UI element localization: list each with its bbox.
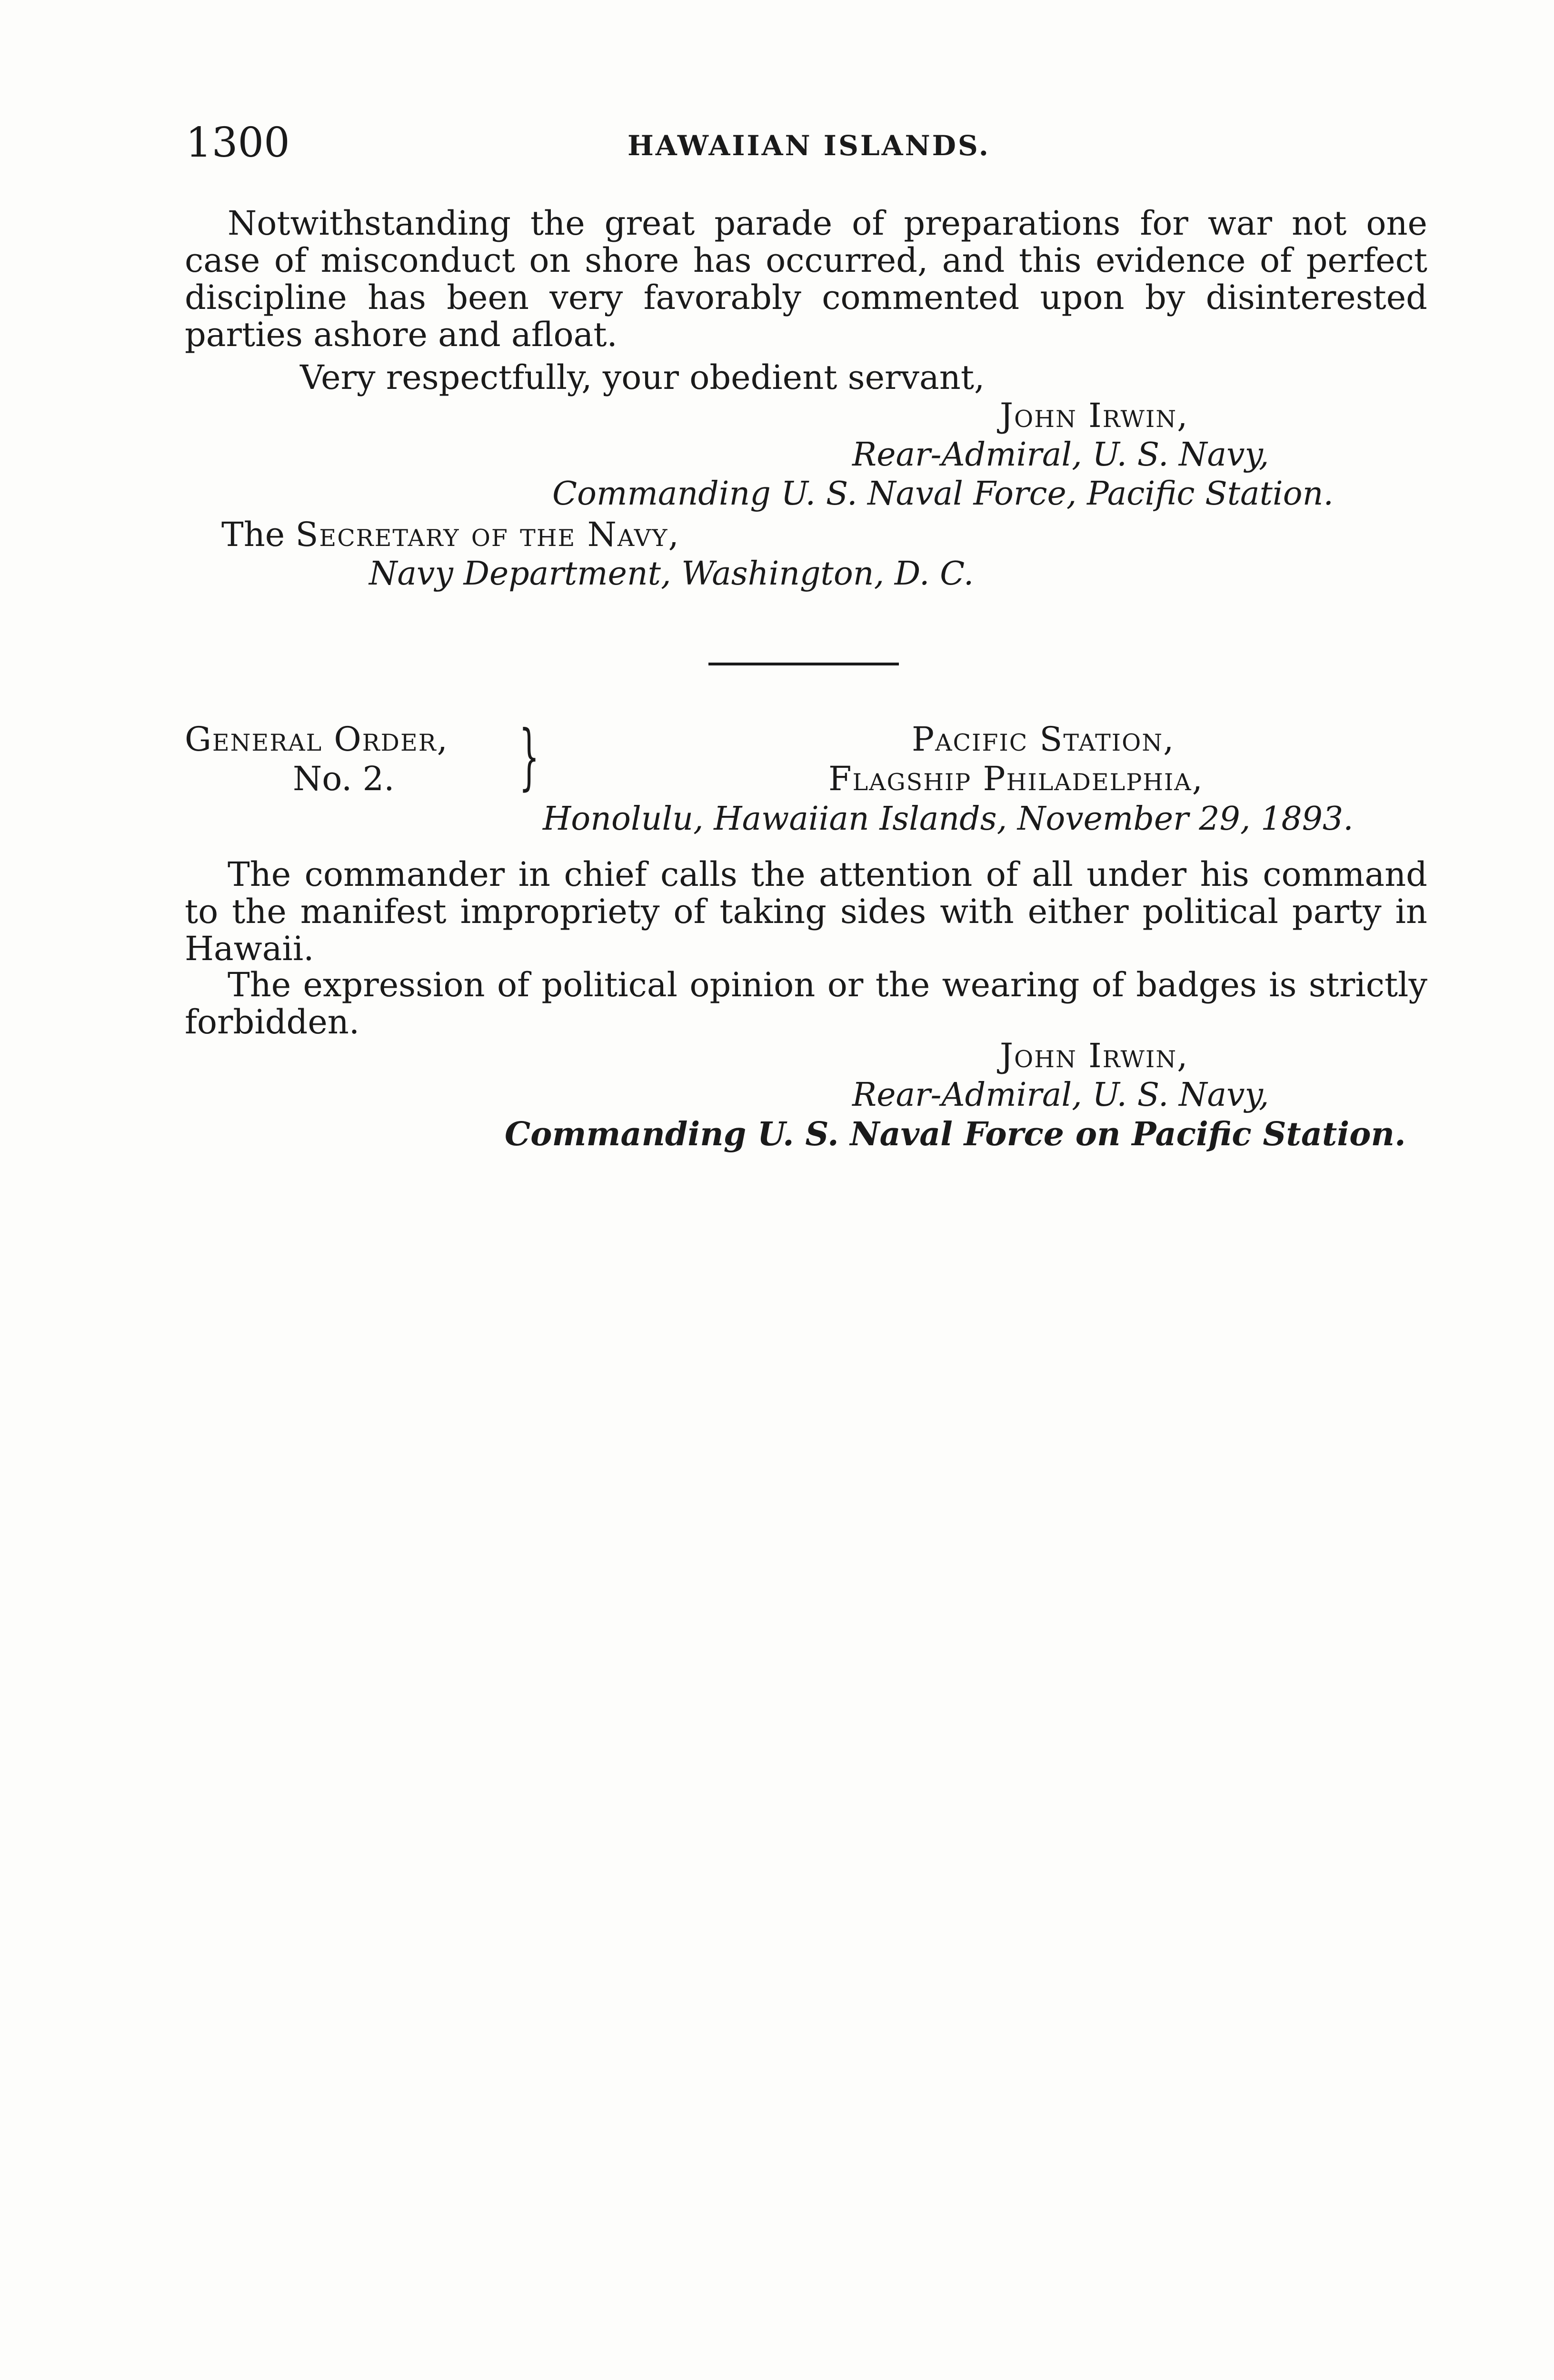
general-order-title: General Order, <box>185 720 448 759</box>
page-number: 1300 <box>186 119 290 167</box>
addressee-line-2: Navy Department, Washington, D. C. <box>369 555 974 593</box>
brace-glyph: } <box>519 715 539 798</box>
order-signature-name: John Irwin, <box>1000 1036 1189 1075</box>
letter-body-paragraph: Notwithstanding the great parade of preparations for war not one case of misconduct on shore has occurred, and this evidence of perfect discipline has been very favorably commented upon by disinterested parties ashore and afloat. <box>185 204 1427 354</box>
letter-signature-command: Commanding U. S. Naval Force, Pacific Station. <box>552 475 1334 513</box>
order-paragraph-2: The expression of political opinion or the wearing of badges is strictly forbidden. <box>185 965 1427 1041</box>
letter-signature-rank: Rear-Admiral, U. S. Navy, <box>852 436 1269 474</box>
letter-signature-name: John Irwin, <box>1000 396 1189 435</box>
letter-closing: Very respectfully, your obedient servant, <box>300 358 985 397</box>
general-order-number: No. 2. <box>293 759 395 798</box>
addressee-title: Secretary of the Navy, <box>295 515 680 554</box>
addressee-line-1 <box>221 516 680 553</box>
flagship-heading: Flagship Philadelphia, <box>828 759 1204 798</box>
section-divider <box>708 663 899 665</box>
order-signature-rank: Rear-Admiral, U. S. Navy, <box>852 1076 1269 1114</box>
addressee-prefix: The <box>221 515 285 554</box>
running-head: HAWAIIAN ISLANDS. <box>628 129 990 162</box>
order-paragraph-1: The commander in chief calls the attention of all under his command to the manifest impropriety of taking sides with either political party in Hawaii. <box>185 855 1427 968</box>
station-heading: Pacific Station, <box>912 720 1175 759</box>
place-date-line: Honolulu, Hawaiian Islands, November 29, 1893. <box>543 800 1354 838</box>
order-signature-command: Commanding U. S. Naval Force on Pacific Station. <box>505 1115 1406 1153</box>
